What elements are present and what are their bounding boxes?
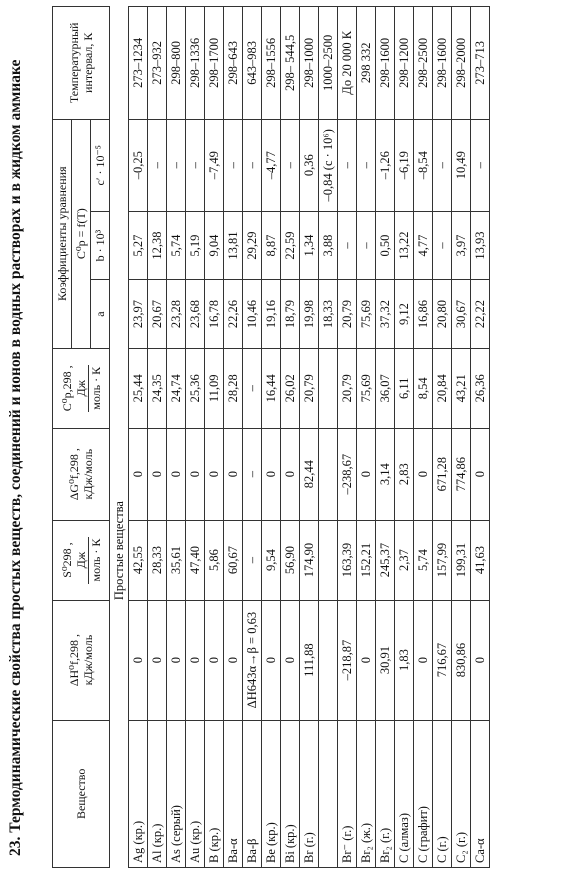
cell-name: Ba-α <box>224 720 243 867</box>
cell-a: 22,26 <box>224 280 243 348</box>
cell-dH <box>319 600 338 720</box>
cell-name: Al (кр.) <box>148 720 167 867</box>
cell-S: 199,31 <box>452 520 471 600</box>
cell-Cp: 20,84 <box>433 348 452 428</box>
cell-dH: 0 <box>129 600 148 720</box>
header-dG <box>53 428 110 520</box>
cell-dH: 830,86 <box>452 600 471 720</box>
cell-dH: 0 <box>414 600 433 720</box>
cell-dH: 0 <box>205 600 224 720</box>
table-row <box>205 7 224 868</box>
table-row <box>300 7 319 868</box>
cell-Cp: – <box>243 348 262 428</box>
cell-name: Br⁻ (г.) <box>338 720 357 867</box>
cell-S: 5,86 <box>205 520 224 600</box>
cell-c: –1,26 <box>376 119 395 211</box>
header-S-symbol: S⁰298 , <box>59 542 74 578</box>
table-row <box>224 7 243 868</box>
cell-dH: 0 <box>186 600 205 720</box>
cell-S: 5,74 <box>414 520 433 600</box>
cell-dG: 0 <box>186 428 205 520</box>
cell-dG: – <box>243 428 262 520</box>
cell-name: Br₂ (г.) <box>376 720 395 867</box>
cell-b: 3,97 <box>452 211 471 279</box>
cell-T: 298–1600 <box>376 7 395 120</box>
cell-dG: 82,44 <box>300 428 319 520</box>
cell-a: 20,67 <box>148 280 167 348</box>
cell-name: Br (г.) <box>300 720 319 867</box>
cell-T: 298–1556 <box>262 7 281 120</box>
cell-dH: ΔH643α→β = 0,63 <box>243 600 262 720</box>
cell-name: C (г.) <box>433 720 452 867</box>
cell-name: Ba-β <box>243 720 262 867</box>
cell-T: 1000–2500 <box>319 7 338 120</box>
cell-dG: 0 <box>148 428 167 520</box>
header-c: c′ · 10⁻⁵ <box>91 119 110 211</box>
cell-dG: 0 <box>471 428 490 520</box>
thermo-table <box>52 6 490 868</box>
header-temp: Температурный интервал, К <box>53 7 110 120</box>
cell-dH: 0 <box>148 600 167 720</box>
header-dH <box>53 600 110 720</box>
cell-c: –0,25 <box>129 119 148 211</box>
table-row <box>357 7 376 868</box>
cell-a: 18,33 <box>319 280 338 348</box>
cell-Cp: 26,36 <box>471 348 490 428</box>
cell-c: – <box>357 119 376 211</box>
cell-S: 35,61 <box>167 520 186 600</box>
cell-dG: 0 <box>129 428 148 520</box>
cell-S: 41,63 <box>471 520 490 600</box>
table-row <box>129 7 148 868</box>
cell-name: Ag (кр.) <box>129 720 148 867</box>
cell-dH: 0 <box>167 600 186 720</box>
header-Cp-num: Дж <box>74 365 89 412</box>
cell-Cp: 20,79 <box>338 348 357 428</box>
table-row <box>319 7 338 868</box>
header-coef-eq: C⁰p = f(T) <box>72 119 91 348</box>
cell-T: 298–2000 <box>452 7 471 120</box>
header-coef: Коэффициенты уравнения <box>53 119 72 348</box>
header-b: b · 10³ <box>91 211 110 279</box>
cell-c: –4,77 <box>262 119 281 211</box>
cell-c: – <box>243 119 262 211</box>
cell-b: 1,34 <box>300 211 319 279</box>
cell-dH: 0 <box>471 600 490 720</box>
cell-T: 298–643 <box>224 7 243 120</box>
cell-T: 298–1600 <box>433 7 452 120</box>
header-Cp-den: моль · К <box>88 366 103 410</box>
table-row <box>471 7 490 868</box>
cell-a: 23,28 <box>167 280 186 348</box>
cell-name: Ca-α <box>471 720 490 867</box>
cell-T: 298–1336 <box>186 7 205 120</box>
cell-name: C (графит) <box>414 720 433 867</box>
header-a: a <box>91 280 110 348</box>
cell-Cp: 43,21 <box>452 348 471 428</box>
cell-S: 157,99 <box>433 520 452 600</box>
cell-S: – <box>243 520 262 600</box>
cell-c: – <box>224 119 243 211</box>
cell-b: – <box>338 211 357 279</box>
cell-Cp: 11,09 <box>205 348 224 428</box>
cell-S: 152,21 <box>357 520 376 600</box>
header-S-num: Дж <box>74 537 89 584</box>
cell-c: – <box>167 119 186 211</box>
cell-S: 42,55 <box>129 520 148 600</box>
cell-a: 23,68 <box>186 280 205 348</box>
table-row <box>148 7 167 868</box>
table-row <box>452 7 471 868</box>
cell-a: 16,78 <box>205 280 224 348</box>
header-S <box>53 520 110 600</box>
cell-name: Au (кр.) <box>186 720 205 867</box>
table-row <box>186 7 205 868</box>
cell-c: – <box>471 119 490 211</box>
cell-b: 22,59 <box>281 211 300 279</box>
cell-S <box>319 520 338 600</box>
cell-T: 298–800 <box>167 7 186 120</box>
cell-a: 22,22 <box>471 280 490 348</box>
cell-T: 298–1700 <box>205 7 224 120</box>
cell-b: 8,87 <box>262 211 281 279</box>
cell-Cp: 16,44 <box>262 348 281 428</box>
cell-c: – <box>281 119 300 211</box>
cell-name: C₂ (г.) <box>452 720 471 867</box>
cell-c: –6,19 <box>395 119 414 211</box>
cell-dG: 0 <box>357 428 376 520</box>
cell-S: 28,33 <box>148 520 167 600</box>
cell-c: –0,84 (c · 10⁶) <box>319 119 338 211</box>
cell-a: 23,97 <box>129 280 148 348</box>
cell-b: 29,29 <box>243 211 262 279</box>
cell-a: 37,32 <box>376 280 395 348</box>
cell-name: Br₂ (ж.) <box>357 720 376 867</box>
cell-Cp: 20,79 <box>300 348 319 428</box>
cell-S: 56,90 <box>281 520 300 600</box>
cell-dH: 0 <box>224 600 243 720</box>
table-row <box>433 7 452 868</box>
header-substance: Вещество <box>53 720 110 867</box>
cell-S: 9,54 <box>262 520 281 600</box>
cell-T: До 20 000 К <box>338 7 357 120</box>
cell-name: As (серый) <box>167 720 186 867</box>
cell-Cp <box>319 348 338 428</box>
cell-b: 3,88 <box>319 211 338 279</box>
cell-S: 60,67 <box>224 520 243 600</box>
cell-a: 10,46 <box>243 280 262 348</box>
cell-b: 12,38 <box>148 211 167 279</box>
cell-S: 47,40 <box>186 520 205 600</box>
cell-c: 10,49 <box>452 119 471 211</box>
cell-T: 298 332 <box>357 7 376 120</box>
cell-Cp: 25,36 <box>186 348 205 428</box>
cell-dG: 0 <box>167 428 186 520</box>
cell-b: 0,50 <box>376 211 395 279</box>
header-dH-symbol: ΔH⁰f,298 , <box>67 634 81 687</box>
cell-Cp: 6,11 <box>395 348 414 428</box>
cell-a: 20,79 <box>338 280 357 348</box>
header-Cp <box>53 348 110 428</box>
cell-a: 19,16 <box>262 280 281 348</box>
table-row <box>243 7 262 868</box>
cell-b: 13,22 <box>395 211 414 279</box>
cell-dG: 0 <box>224 428 243 520</box>
cell-b: 9,04 <box>205 211 224 279</box>
cell-name: C (алмаз) <box>395 720 414 867</box>
header-dH-unit: кДж/моль <box>81 634 95 686</box>
cell-Cp: 24,74 <box>167 348 186 428</box>
table-row <box>376 7 395 868</box>
cell-b: – <box>433 211 452 279</box>
cell-a: 9,12 <box>395 280 414 348</box>
cell-S: 245,37 <box>376 520 395 600</box>
cell-dH: 1,83 <box>395 600 414 720</box>
cell-dH: –218,87 <box>338 600 357 720</box>
cell-dG: 0 <box>414 428 433 520</box>
cell-T: 298– 544,5 <box>281 7 300 120</box>
cell-c: – <box>338 119 357 211</box>
table-row <box>281 7 300 868</box>
header-Cp-fraction <box>74 365 103 412</box>
cell-dG: 2,83 <box>395 428 414 520</box>
cell-a: 19,98 <box>300 280 319 348</box>
cell-Cp: 8,54 <box>414 348 433 428</box>
cell-dG <box>319 428 338 520</box>
cell-T: 643–983 <box>243 7 262 120</box>
cell-dH: 30,91 <box>376 600 395 720</box>
cell-a: 16,86 <box>414 280 433 348</box>
cell-dG: 671,28 <box>433 428 452 520</box>
cell-Cp: 24,35 <box>148 348 167 428</box>
cell-b: 13,93 <box>471 211 490 279</box>
header-S-den: моль · К <box>88 538 103 582</box>
cell-dG: –238,67 <box>338 428 357 520</box>
cell-name <box>319 720 338 867</box>
cell-T: 298–1200 <box>395 7 414 120</box>
cell-dH: 716,67 <box>433 600 452 720</box>
cell-b: 5,74 <box>167 211 186 279</box>
cell-name: B (кр.) <box>205 720 224 867</box>
header-Cp-symbol: C⁰p,298 , <box>59 365 74 412</box>
cell-c: –7,49 <box>205 119 224 211</box>
cell-c: –8,54 <box>414 119 433 211</box>
cell-b: 13,81 <box>224 211 243 279</box>
cell-T: 298–2500 <box>414 7 433 120</box>
cell-dG: 0 <box>205 428 224 520</box>
cell-dG: 3,14 <box>376 428 395 520</box>
cell-c: – <box>433 119 452 211</box>
cell-c: – <box>186 119 205 211</box>
cell-Cp: 25,44 <box>129 348 148 428</box>
cell-b: 4,77 <box>414 211 433 279</box>
table-row <box>262 7 281 868</box>
cell-b: – <box>357 211 376 279</box>
header-dG-symbol: ΔG⁰f,298 , <box>67 448 81 501</box>
cell-dH: 111,88 <box>300 600 319 720</box>
header-S-fraction <box>74 537 103 584</box>
cell-Cp: 36,07 <box>376 348 395 428</box>
cell-Cp: 75,69 <box>357 348 376 428</box>
cell-dG: 774,86 <box>452 428 471 520</box>
table-row <box>414 7 433 868</box>
cell-S: 174,90 <box>300 520 319 600</box>
cell-a: 18,79 <box>281 280 300 348</box>
cell-c: – <box>148 119 167 211</box>
cell-S: 163,39 <box>338 520 357 600</box>
cell-S: 2,37 <box>395 520 414 600</box>
table-row <box>338 7 357 868</box>
cell-T: 273–1234 <box>129 7 148 120</box>
cell-Cp: 28,28 <box>224 348 243 428</box>
cell-T: 298–1000 <box>300 7 319 120</box>
cell-b: 5,19 <box>186 211 205 279</box>
cell-c: 0,36 <box>300 119 319 211</box>
cell-dG: 0 <box>262 428 281 520</box>
cell-name: Be (кр.) <box>262 720 281 867</box>
cell-T: 273–932 <box>148 7 167 120</box>
cell-Cp: 26,02 <box>281 348 300 428</box>
cell-a: 30,67 <box>452 280 471 348</box>
header-dG-unit: кДж/моль <box>81 448 95 500</box>
cell-b: 5,27 <box>129 211 148 279</box>
group-label: Простые вещества <box>110 7 129 721</box>
table-row <box>167 7 186 868</box>
group-spacer <box>110 720 129 867</box>
table-row <box>395 7 414 868</box>
cell-a: 20,80 <box>433 280 452 348</box>
cell-dH: 0 <box>262 600 281 720</box>
cell-dH: 0 <box>357 600 376 720</box>
cell-name: Bi (кр.) <box>281 720 300 867</box>
cell-a: 75,69 <box>357 280 376 348</box>
cell-dH: 0 <box>281 600 300 720</box>
cell-T: 273–713 <box>471 7 490 120</box>
page-title: 23. Термодинамические свойства простых веществ, соединений и ионов в водных растворах и в жидком аммиаке <box>7 59 24 856</box>
cell-dG: 0 <box>281 428 300 520</box>
